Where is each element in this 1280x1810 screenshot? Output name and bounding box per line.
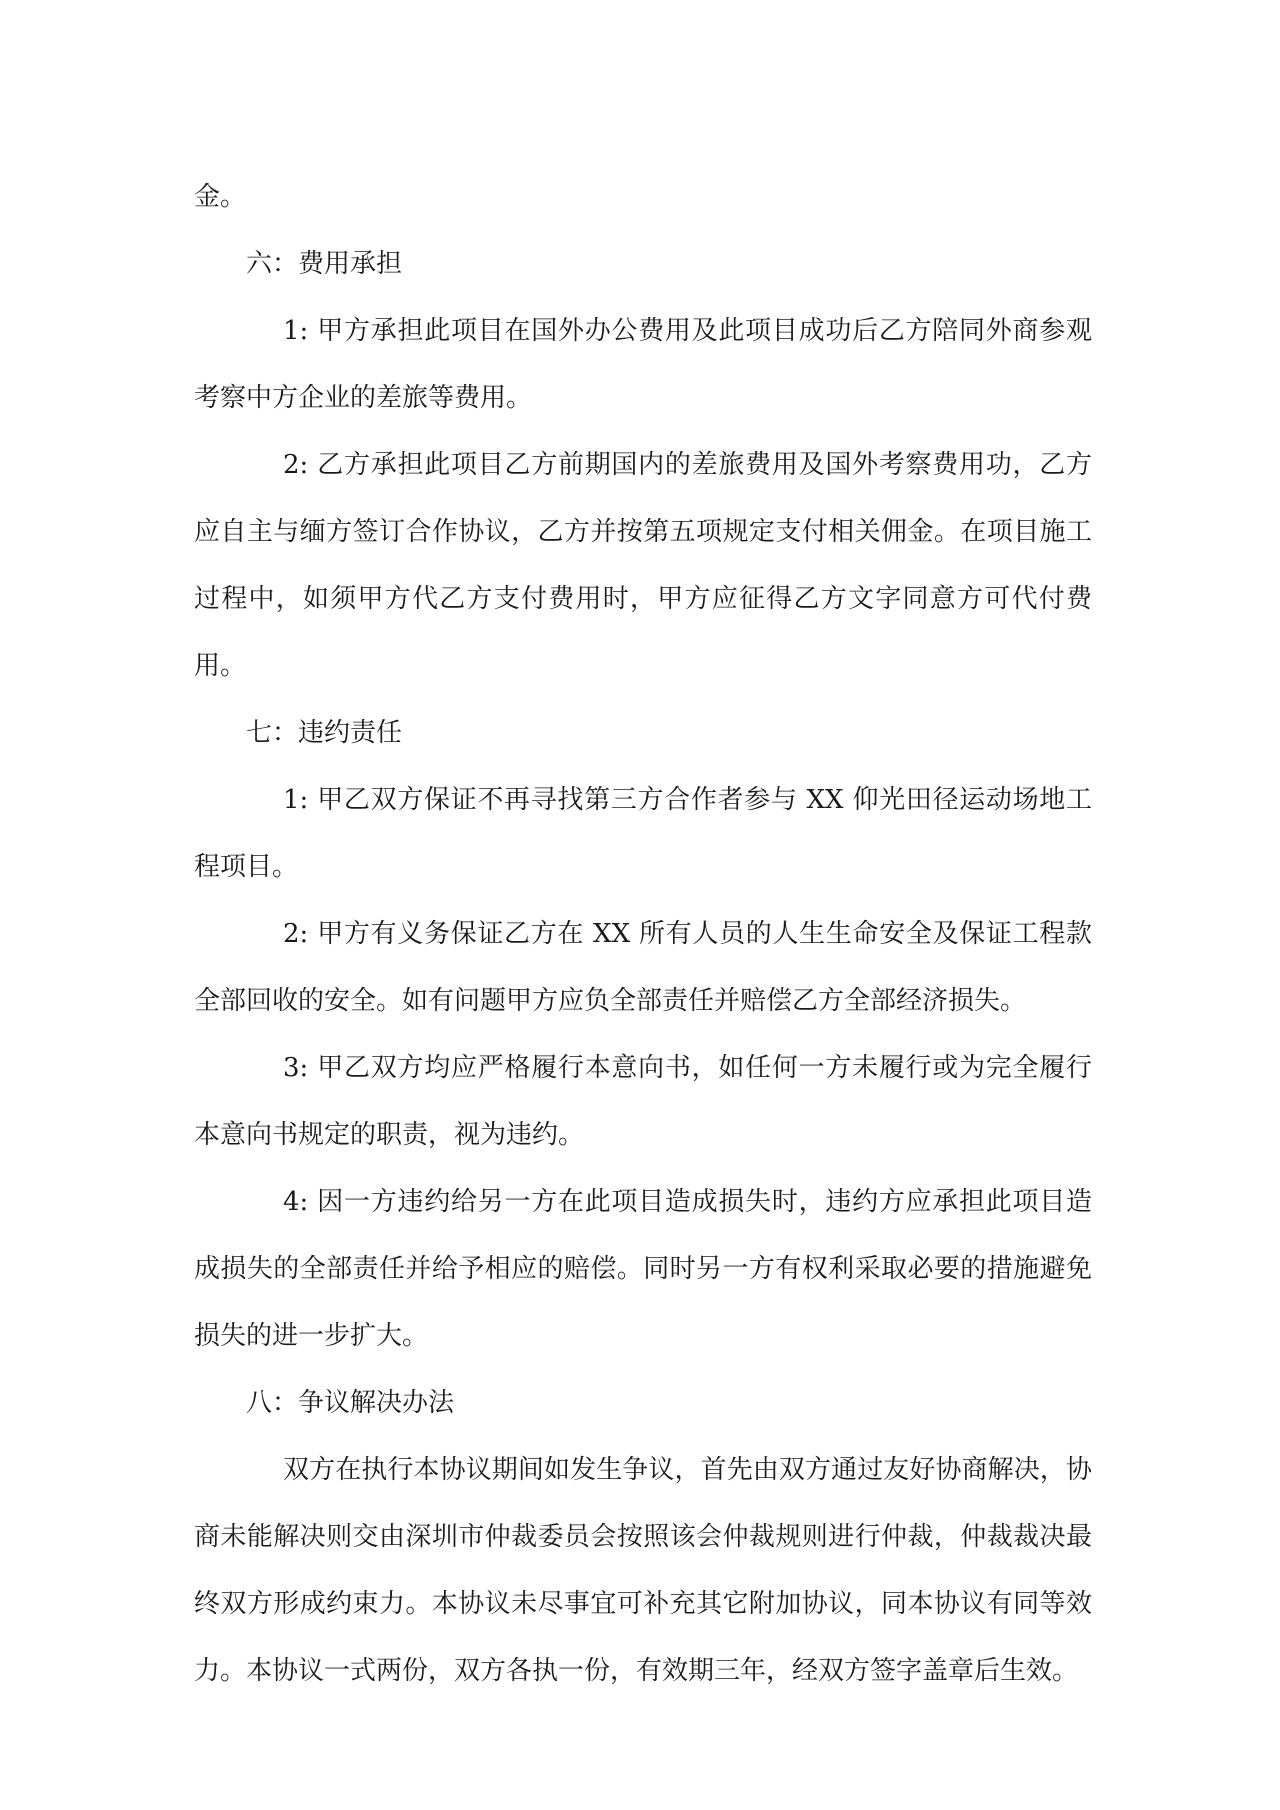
clause-7-2: 2: 甲方有义务保证乙方在 XX 所有人员的人生生命安全及保证工程款全部回收的安全。如有问题甲方应负全部责任并赔偿乙方全部经济损失。 [194,919,1092,1016]
clause-8-body: 双方在执行本协议期间如发生争议，首先由双方通过友好协商解决，协商未能解决则交由深圳市仲裁委员会按照该会仲裁规则进行仲裁，仲裁裁决最终双方形成约束力。本协议未尽事宜可补充其它附加协议，同本协议有同等效力。本协议一式两份，双方各执一份，有效期三年，经双方签字盖章后生效。 [194,1455,1092,1686]
document-body [194,164,1092,1705]
section-heading-eight: 八：争议解决办法 [246,1388,455,1418]
continuation-text: 金。 [194,182,247,212]
clause-7-1: 1: 甲乙双方保证不再寻找第三方合作者参与 XX 仰光田径运动场地工程项目。 [194,785,1092,882]
section-heading-seven: 七：违约责任 [246,718,403,748]
section-heading-six: 六：费用承担 [246,249,403,279]
clause-6-1: 1: 甲方承担此项目在国外办公费用及此项目成功后乙方陪同外商参观考察中方企业的差旅等费用。 [194,316,1092,413]
clause-6-2: 2: 乙方承担此项目乙方前期国内的差旅费用及国外考察费用功，乙方应自主与缅方签订合作协议，乙方并按第五项规定支付相关佣金。在项目施工过程中，如须甲方代乙方支付费用时，甲方应征得乙方文字同意方可代付费用。 [194,450,1092,681]
clause-7-3: 3: 甲乙双方均应严格履行本意向书，如任何一方未履行或为完全履行本意向书规定的职责，视为违约。 [194,1053,1092,1150]
clause-7-4: 4: 因一方违约给另一方在此项目造成损失时，违约方应承担此项目造成损失的全部责任并给予相应的赔偿。同时另一方有权利采取必要的措施避免损失的进一步扩大。 [194,1187,1092,1351]
